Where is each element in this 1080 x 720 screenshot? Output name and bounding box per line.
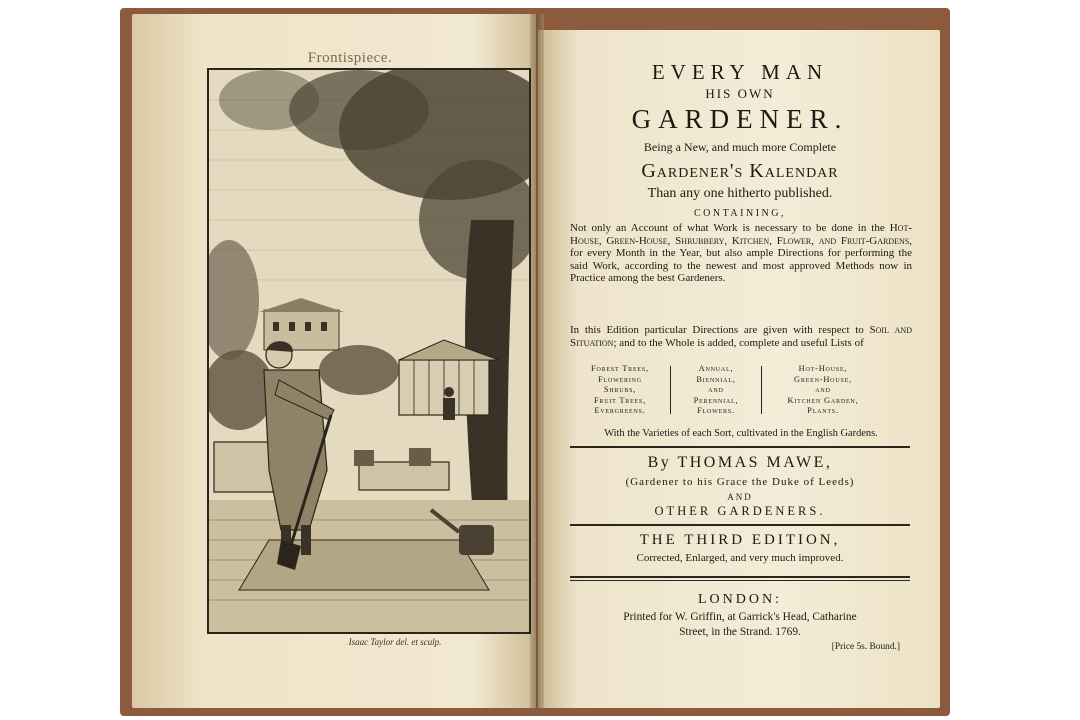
title-line-1: EVERY MAN <box>651 60 829 84</box>
imprint-printer: Printed for W. Griffin, at Garrick's Head, Catharine Street, in the Strand. 1769. <box>623 611 857 638</box>
description-paragraph-1: Not only an Account of what Work is necessary to be done in the Hot-House, Green-House, Shrubbery, Kitchen, Flower, and Fruit-Gardens, for every Month in the Year, but also ample Directions for performing the said Work, according to the newest and most approved Methods now in Practice among the best Gardeners. <box>570 222 912 285</box>
rule <box>570 576 910 578</box>
list-column-2: Annual, Biennial, and Perennial, Flowers. <box>693 364 739 415</box>
engraver-signature: Isaac Taylor del. et sculp. <box>348 637 442 647</box>
list-divider <box>761 366 762 414</box>
description-paragraph-2: In this Edition particular Directions are given with respect to Soil and Situation; and to the Whole is added, complete and useful Lists of <box>570 324 912 349</box>
title-line-2: HIS OWN <box>705 86 775 101</box>
book-gutter <box>530 14 544 708</box>
subtitle-2: Gardener's Kalendar <box>641 160 839 182</box>
edition-line: THE THIRD EDITION, <box>639 532 841 548</box>
other-gardeners: OTHER GARDENERS. <box>654 504 826 518</box>
list-divider <box>670 366 671 414</box>
plant-lists <box>574 364 904 420</box>
frontispiece-engraving <box>207 68 531 634</box>
varieties-note: With the Varieties of each Sort, cultivated in the English Gardens. <box>604 428 878 439</box>
rule <box>570 446 910 448</box>
rule <box>570 524 910 526</box>
price-note: [Price 5s. Bound.] <box>831 642 900 652</box>
and-line: AND <box>727 492 753 502</box>
engraving-illustration <box>209 70 529 632</box>
garden-bed <box>239 540 489 590</box>
edition-note: Corrected, Enlarged, and very much improved. <box>636 552 844 564</box>
subtitle-3: Than any one hitherto published. <box>647 186 833 201</box>
containing-label: CONTAINING, <box>694 208 786 219</box>
list-column-1: Forest Trees, Flowering Shrubs, Fruit Trees, Evergreens. <box>591 364 649 415</box>
list-column-3: Hot-House, Green-House, and Kitchen Garden, Plants. <box>787 364 859 415</box>
author-line: By THOMAS MAWE, <box>647 454 833 471</box>
frontispiece-label: Frontispiece. <box>307 50 393 66</box>
subtitle-1: Being a New, and much more Complete <box>643 140 837 154</box>
rule <box>570 580 910 581</box>
author-title: (Gardener to his Grace the Duke of Leeds) <box>625 476 855 488</box>
background-gardener <box>443 387 455 420</box>
imprint-city: LONDON: <box>698 592 782 607</box>
title-line-3: GARDENER. <box>631 104 849 134</box>
